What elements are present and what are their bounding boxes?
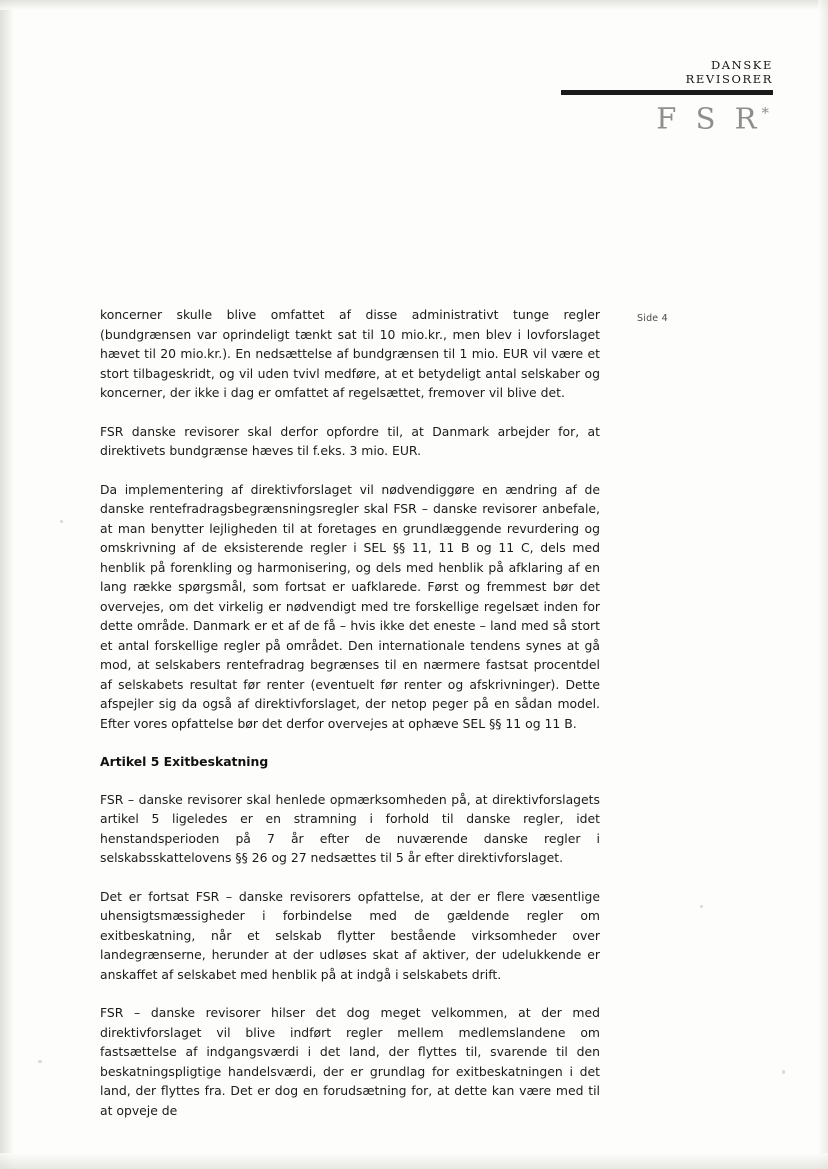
scan-speck bbox=[700, 905, 703, 908]
body-paragraph: FSR – danske revisorer skal henlede opmærksomheden på, at direktivforslagets artikel 5 ligeledes er en stramning i forhold til danske regler, idet henstandsperioden på 7 år efter de nuværende danske regler i selskabsskattelovens §§ 26 og 27 nedsættes til 5 år efter direktivforslaget. bbox=[100, 791, 600, 865]
letterhead-brand-text: F S R bbox=[656, 101, 762, 136]
letterhead-brand-mark: * bbox=[761, 104, 769, 122]
document-body bbox=[100, 305, 600, 1120]
body-paragraph: koncerner skulle blive omfattet af disse administrativt tunge regler (bundgrænsen var oprindeligt tænkt sat til 10 mio.kr., men blev i lovforslaget hævet til 20 mio.kr.). En nedsættelse af bundgrænsen til 1 mio. EUR vil være et stort tilbageskridt, og vil uden tvivl medføre, at et betydeligt antal selskaber og koncerner, der ikke i dag er omfattet af regelsættet, fremover vil blive det. bbox=[100, 307, 600, 400]
scan-edge-bottom bbox=[0, 1153, 828, 1169]
letterhead-logo bbox=[553, 58, 773, 135]
scan-speck bbox=[38, 1060, 42, 1063]
page-number: Side 4 bbox=[637, 313, 668, 324]
body-paragraph: FSR danske revisorer skal derfor opfordre til, at Danmark arbejder for, at direktivets bundgrænse hæves til f.eks. 3 mio. EUR. bbox=[100, 423, 600, 458]
scan-edge-left bbox=[0, 0, 14, 1169]
scan-edge-right bbox=[818, 0, 828, 1169]
scan-speck bbox=[60, 520, 63, 523]
body-paragraph: Da implementering af direktivforslaget vil nødvendiggøre en ændring af de danske rentefradragsbegrænsningsregler skal FSR – danske revisorer anbefale, at man benytter lejligheden til at foretages en grundlæggende revurdering og omskrivning af de eksisterende regler i SEL §§ 11, 11 B og 11 C, dels med henblik på forenkling og harmonisering, og dels med henblik på afklaring af en lang række spørgsmål, som fortsat er uafklarede. Først og fremmest bør det overvejes, om det virkelig er nødvendigt med tre forskellige regelsæt inden for dette område. Danmark er et af de få – hvis ikke det eneste – land med så stort et antal forskellige regler på området. Den internationale tendens synes at gå mod, at selskabers rentefradrag begrænses til en nærmere fastsat procentdel af selskabets resultat før renter (eventuelt før renter og afskrivninger). Dette afspejler sig da også af direktivforslaget, der netop peger på en sådan model. Efter vores opfattelse bør det derfor overvejes at ophæve SEL §§ 11 og 11 B. bbox=[100, 481, 600, 731]
letterhead-rule bbox=[561, 90, 773, 95]
body-paragraph: Det er fortsat FSR – danske revisorers opfattelse, at der er flere væsentlige uhensigtsmæssigheder i forbindelse med de gældende regler om exitbeskatning, når et selskab flytter bestående virksomheder over landegrænserne, herunder at der udløses skat af aktiver, der udelukkende er anskaffet af selskabet med henblik på at indgå i selskabets drift. bbox=[100, 888, 600, 982]
letterhead-brand bbox=[553, 97, 773, 135]
letterhead-line-2: REVISORER bbox=[685, 72, 773, 86]
letterhead-line-1: DANSKE bbox=[710, 58, 773, 72]
scan-speck bbox=[782, 1070, 785, 1074]
body-paragraph: FSR – danske revisorer hilser det dog meget velkommen, at der med direktivforslaget vil blive indført regler mellem medlemslandene om fastsættelse af indgangsværdi i det land, der flyttes til, svarende til den beskatningspligtige handelsværdi, der er grundlag for exitbeskatningen i det land, der flyttes fra. Det er dog en forudsætning for, at dette kan være med til at opveje de bbox=[100, 1005, 600, 1118]
section-heading: Artikel 5 Exitbeskatning bbox=[100, 754, 269, 769]
scan-edge-top bbox=[0, 0, 828, 10]
